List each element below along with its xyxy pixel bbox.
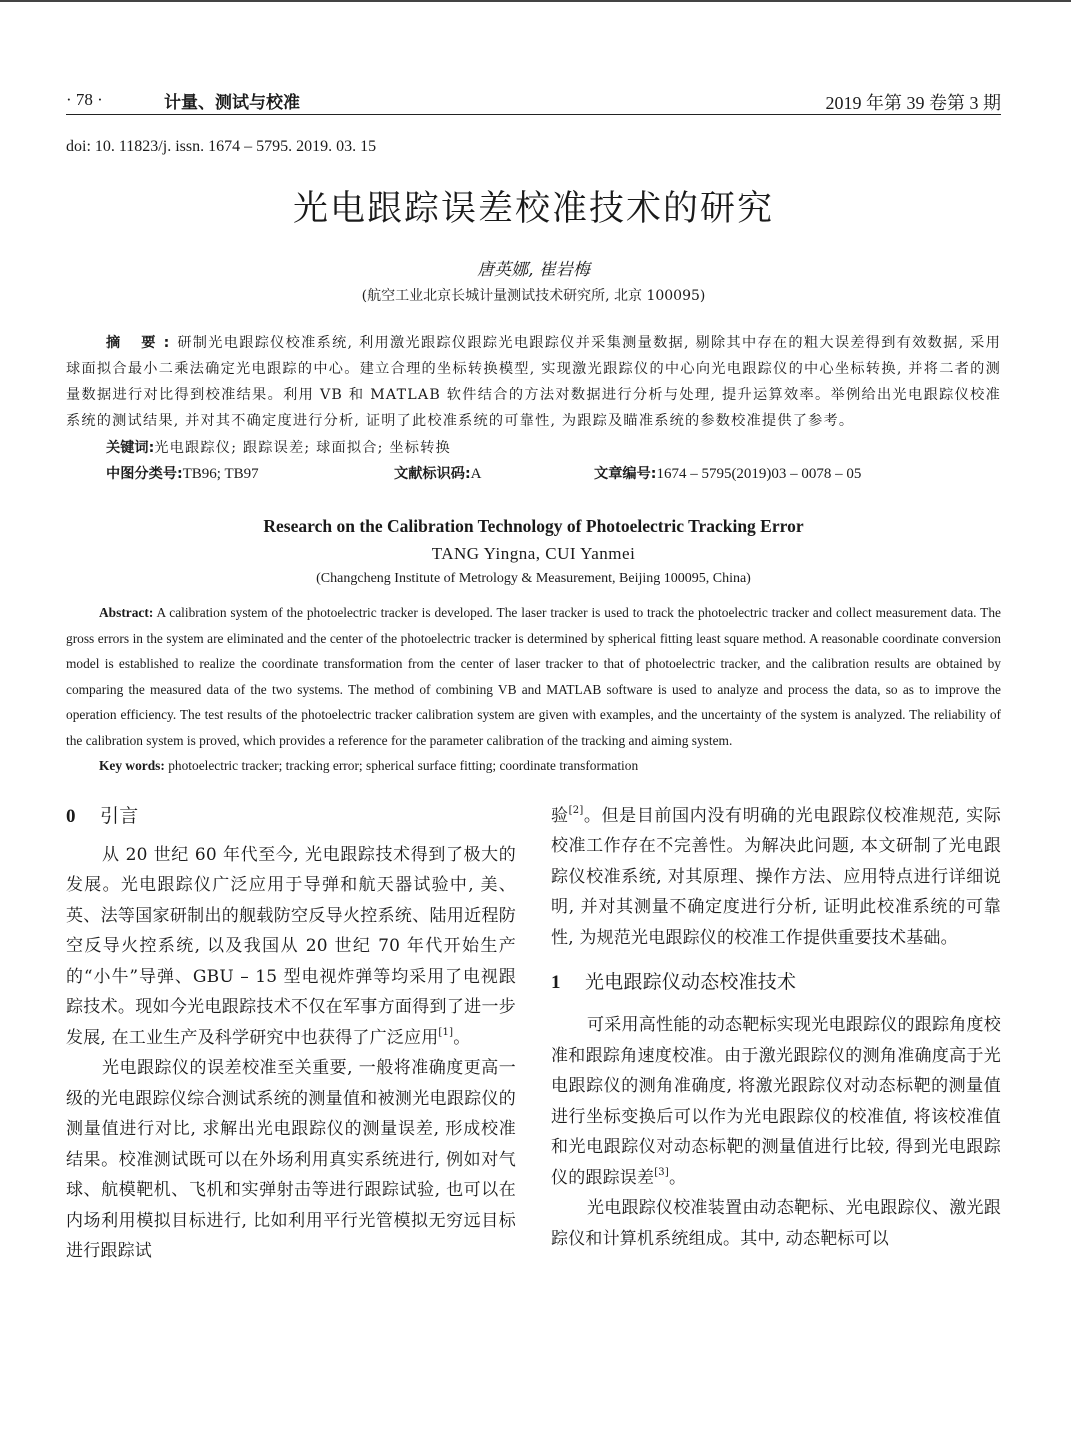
abstract-en: [66, 600, 1001, 753]
abstract-en-text: A calibration system of the photoelectric tracker is developed. The laser tracker is used to track the photoelectric tracker and collect measurement data. The gross errors in the system are eliminated and the center of the photoelectric tracker is determined by spherical fitting least square method. A reasonable coordinate conversion model is established to realize the coordinate transformation from the center of laser tracker to that of photoelectric tracker, and the calibration results are obtained by comparing the measured data of the two systems. The method of combining VB and MATLAB software is used to analyze and process the data, so as to improve the operation efficiency. The test results of the photoelectric tracker calibration system are given with examples, and the uncertainty of the system is analyzed. The reliability of the calibration system is proved, which provides a reference for the parameter calibration of the tracking and aiming system.: [66, 605, 1002, 748]
journal-name: 计量、测试与校准: [164, 93, 300, 113]
section-number: 0: [66, 805, 76, 827]
citation-ref: [3]: [654, 1166, 669, 1178]
right-column: [551, 801, 1001, 1255]
section-heading-0: [66, 801, 516, 832]
paragraph: [66, 840, 516, 1054]
keywords-en: [66, 753, 1001, 779]
classification-line: [66, 462, 1001, 486]
english-affiliation: (Changcheng Institute of Metrology & Measurement, Beijing 100095, China): [316, 571, 751, 586]
paragraph-text: 验: [551, 805, 569, 826]
keywords-en-label: Key words:: [99, 758, 165, 773]
left-column: [66, 801, 516, 1267]
keywords-cn: [66, 436, 1001, 460]
english-title: Research on the Calibration Technology of Photoelectric Tracking Error: [263, 516, 804, 536]
article-no-field: [594, 462, 861, 486]
paragraph: [551, 1193, 1001, 1254]
english-authors: TANG Yingna, CUI Yanmei: [431, 544, 636, 563]
keywords-en-text: photoelectric tracker; tracking error; spherical surface fitting; coordinate transformation: [168, 758, 639, 773]
section-number: 1: [551, 972, 561, 993]
paragraph-end: 。: [453, 1027, 471, 1048]
body-columns: [66, 801, 1001, 1267]
abstract-en-label: Abstract:: [99, 605, 154, 620]
page-number: · 78 ·: [66, 90, 103, 109]
paragraph-end: 。: [668, 1167, 687, 1188]
paragraph-text: 可采用高性能的动态靶标实现光电跟踪仪的跟踪角度校准和跟踪角速度校准。由于激光跟踪仪的测角准确度高于光电跟踪仪的测角准确度, 将激光跟踪仪对动态标靶的测量值进行坐标变换后可以作为光电跟踪仪的校准值, 将该校准值和光电跟踪仪对动态标靶的测量值进行比较, 得到光电跟踪仪的跟踪误差: [551, 1015, 1001, 1188]
abstract-cn: [66, 330, 1001, 434]
affiliation: (航空工业北京长城计量测试技术研究所, 北京 100095): [361, 288, 706, 304]
citation-ref: [2]: [568, 804, 584, 816]
citation-ref: [1]: [438, 1026, 454, 1038]
authors: 唐英娜, 崔岩梅: [477, 260, 590, 280]
section-title: 引言: [100, 804, 139, 827]
section-title: 光电跟踪仪动态校准技术: [585, 971, 797, 993]
keywords-cn-text: 光电跟踪仪; 跟踪误差; 球面拟合; 坐标转换: [154, 440, 451, 456]
keywords-cn-label: 关键词:: [106, 440, 155, 456]
paragraph-text: 光电跟踪仪的误差校准至关重要, 一般将准确度更高一级的光电跟踪仪综合测试系统的测量值和被测光电跟踪仪的测量值进行对比, 求解出光电跟踪仪的测量误差, 形成校准结果。校准测试既可以在外场利用真实系统进行, 例如对气球、航模靶机、飞机和实弹射击等进行跟踪试验, 也可以在内场利用模拟目标进行, 比如利用平行光管模拟无穷远目标进行跟踪试: [66, 1058, 516, 1261]
article-no-label: 文章编号:: [594, 466, 657, 482]
paper-title: 光电跟踪误差校准技术的研究: [292, 189, 774, 229]
paragraph-text: 光电跟踪仪校准装置由动态靶标、光电跟踪仪、激光跟踪仪和计算机系统组成。其中, 动态靶标可以: [551, 1198, 1001, 1249]
doc-code-field: [394, 462, 594, 486]
doc-code-value: A: [470, 466, 482, 482]
paragraph: [66, 1053, 516, 1267]
article-no-value: 1674 – 5795(2019)03 – 0078 – 05: [656, 466, 862, 482]
running-header: [66, 86, 1001, 115]
abstract-cn-text: 研制光电跟踪仪校准系统, 利用激光跟踪仪跟踪光电跟踪仪并采集测量数据, 剔除其中存在的粗大误差得到有效数据, 采用球面拟合最小二乘法确定光电跟踪的中心。建立合理的坐标转换模型, 实现激光跟踪仪的中心向光电跟踪仪的中心坐标转换, 并将二者的测量数据进行对比得到校准结果。利用 VB 和 MATLAB 软件结合的方法对数据进行分析与处理, 提升运算效率。举例给出光电跟踪仪校准系统的测试结果, 并对其不确定度进行分析, 证明了此校准系统的可靠性, 为跟踪及瞄准系统的参数校准提供了参考。: [66, 335, 1001, 429]
paragraph-continued: [551, 801, 1001, 954]
issue-info: 2019 年第 39 卷第 3 期: [825, 93, 1001, 113]
section-heading-1: [551, 967, 1001, 998]
clc-field: [106, 462, 394, 486]
abstract-cn-label: 摘 要:: [106, 335, 178, 351]
clc-label: 中图分类号:: [106, 466, 183, 482]
paragraph-text: 。但是目前国内没有明确的光电跟踪仪校准规范, 实际校准工作存在不完善性。为解决此问题, 本文研制了光电跟踪仪校准系统, 对其原理、操作方法、应用特点进行详细说明, 并对其测量不确定度进行分析, 证明此校准系统的可靠性, 为规范光电跟踪仪的校准工作提供重要技术基础。: [551, 805, 1001, 948]
doi: doi: 10. 11823/j. issn. 1674 – 5795. 2019. 03. 15: [66, 138, 377, 155]
paragraph-text: 从 20 世纪 60 年代至今, 光电跟踪技术得到了极大的发展。光电跟踪仪广泛应用于导弹和航天器试验中, 美、英、法等国家研制出的舰载防空反导火控系统、陆用近程防空反导火控系统, 以及我国从 20 世纪 70 年代开始生产的“小牛”导弹、GBU – 15 型电视炸弹等均采用了电视跟踪技术。现如今光电跟踪技术不仅在军事方面得到了进一步发展, 在工业生产及科学研究中也获得了广泛应用: [66, 844, 516, 1048]
clc-value: TB96; TB97: [182, 466, 259, 482]
paragraph: [551, 1010, 1001, 1193]
doc-code-label: 文献标识码:: [394, 466, 471, 482]
